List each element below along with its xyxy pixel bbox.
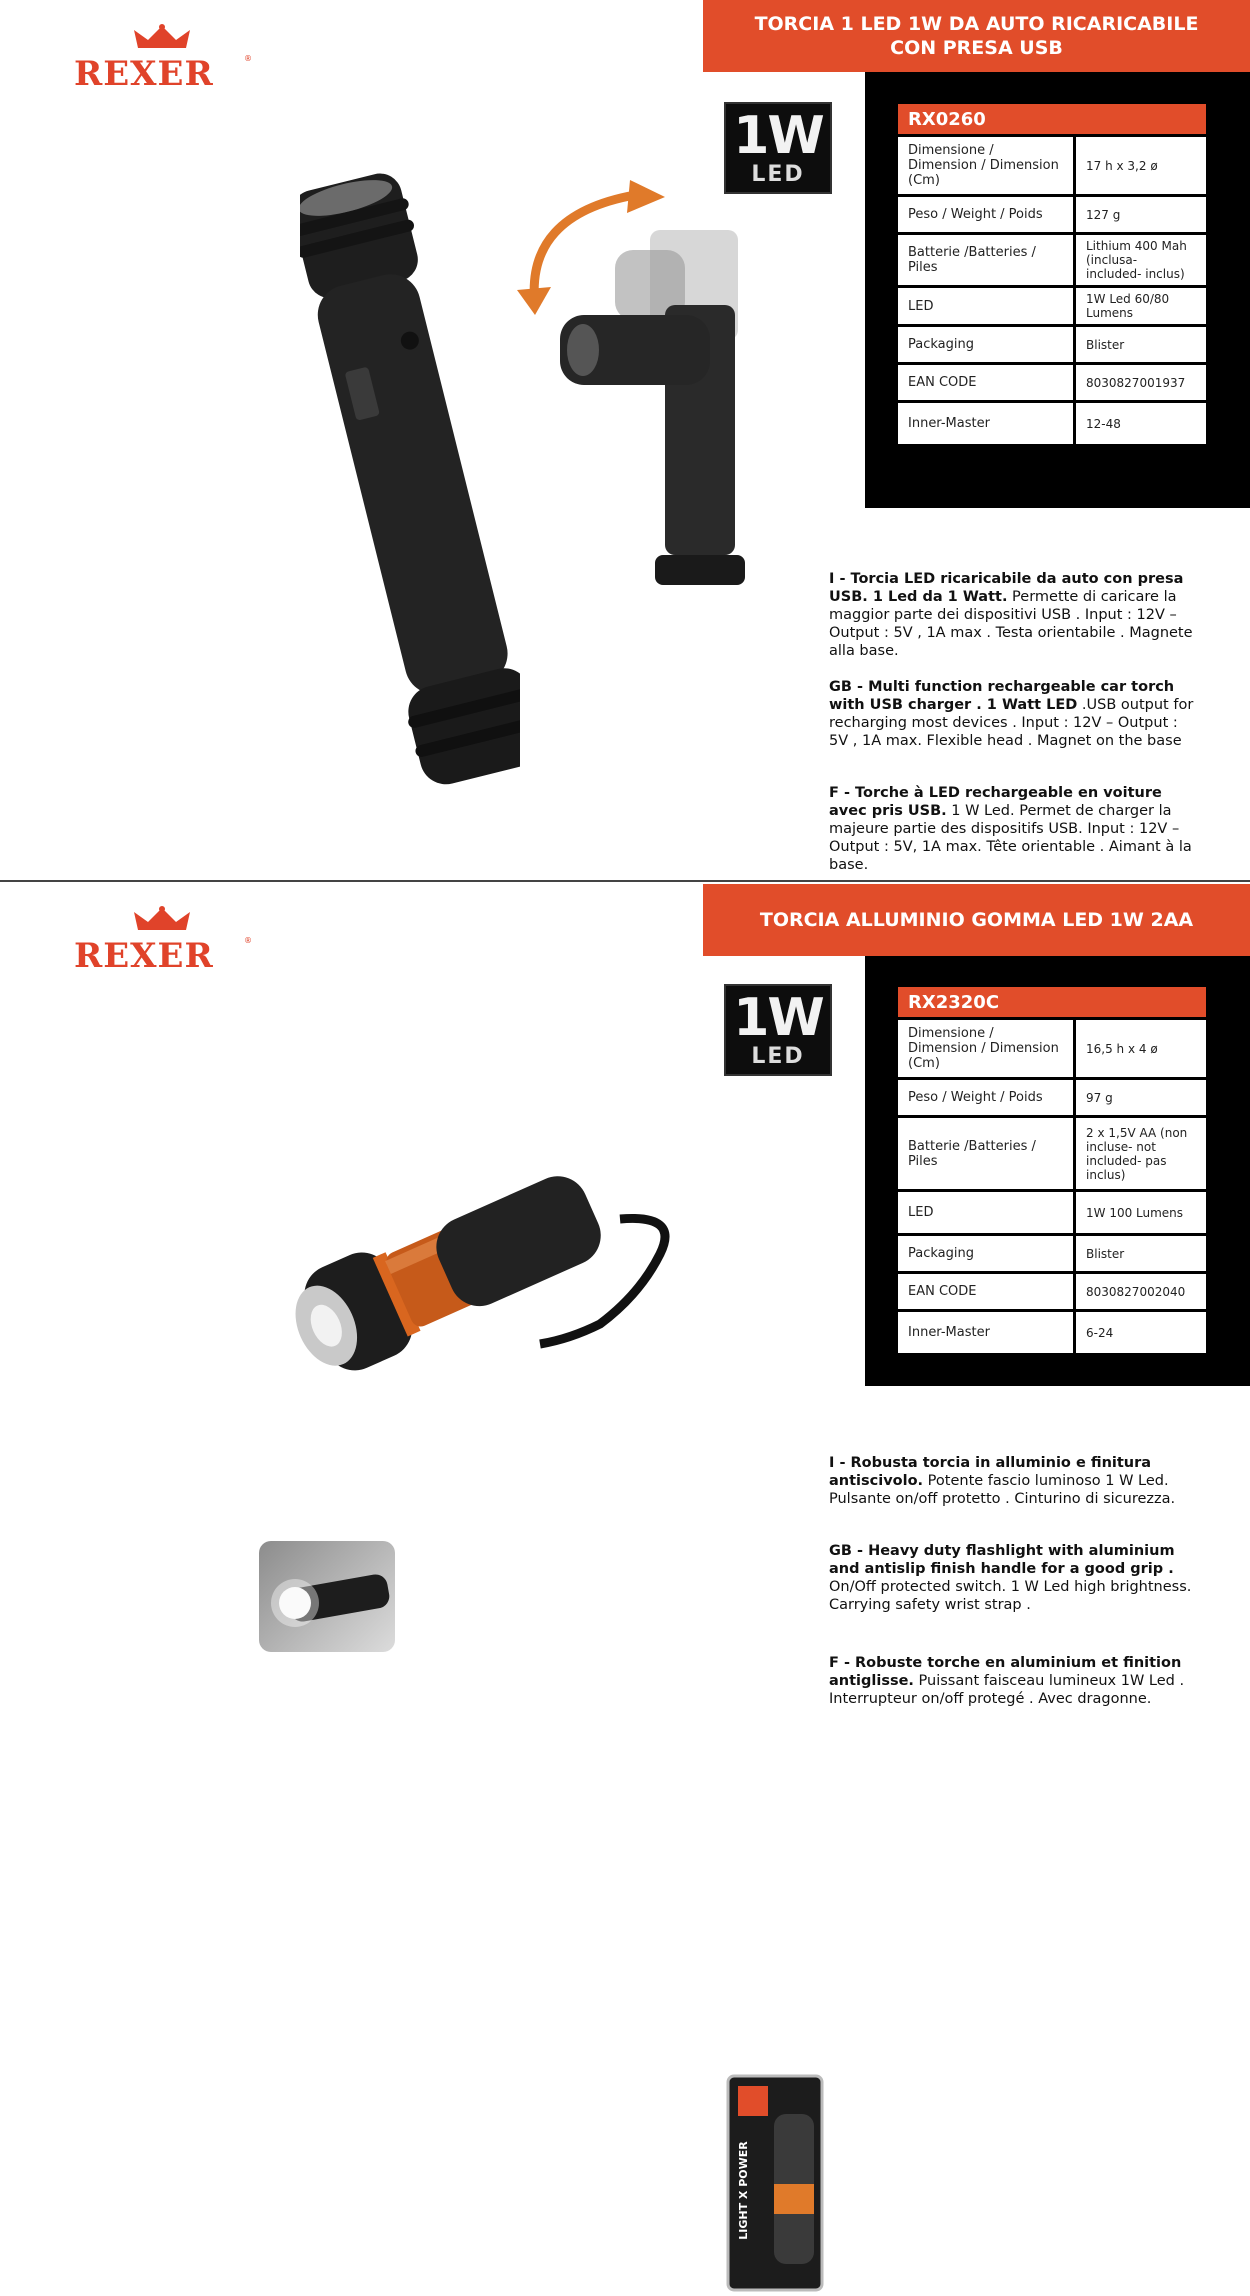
brand-name: REXER <box>74 54 214 94</box>
torch-in-hand-thumbnail <box>259 1541 395 1652</box>
description-english-heading: GB - Multi function rechargeable car torch with USB charger . 1 Watt LED <box>829 679 1175 713</box>
spec-row <box>897 364 1208 402</box>
description-italian <box>829 1454 1197 1508</box>
spec-value: 8030827001937 <box>1075 364 1208 402</box>
description-italian-heading: I - Robusta torcia in alluminio e finitura antiscivolo. <box>829 1455 1152 1489</box>
spec-label: Inner-Master <box>897 402 1075 446</box>
spec-label: Peso / Weight / Poids <box>897 196 1075 234</box>
spec-table <box>895 101 1209 447</box>
spec-row <box>897 1273 1208 1311</box>
blister-package-image <box>724 2074 826 2292</box>
led-badge <box>724 102 832 194</box>
spec-value: 16,5 h x 4 ø <box>1075 1019 1208 1079</box>
spec-label: LED <box>897 287 1075 326</box>
spec-value: 97 g <box>1075 1079 1208 1117</box>
description-french <box>829 1654 1197 1708</box>
spec-value: Blister <box>1075 326 1208 364</box>
description-french-heading: F - Torche à LED rechargeable en voiture avec pris USB. <box>829 785 1162 819</box>
product-section-rx2320c <box>0 884 1250 2240</box>
torch-photo-main <box>300 165 520 815</box>
description-italian-heading: I - Torcia LED ricaricabile da auto con presa USB. 1 Led da 1 Watt. <box>829 571 1184 605</box>
spec-value: 8030827002040 <box>1075 1273 1208 1311</box>
description-french-body: 1 W Led. Permet de charger la majeure partie des dispositifs USB. Input : 12V – Output : 5V, 1A max. Tête orientable . Aimant à la base. <box>829 803 1192 873</box>
product-title <box>703 884 1250 956</box>
led-badge-power: 1W <box>733 106 823 166</box>
blister-brand-text: LIGHT X POWER <box>736 2141 750 2240</box>
description-block <box>829 1454 1197 1708</box>
spec-row <box>897 326 1208 364</box>
brand-name: REXER <box>74 936 214 976</box>
product-code: RX0260 <box>897 103 1208 136</box>
spec-value: 1W Led 60/80 Lumens <box>1075 287 1208 326</box>
product-title-line1: TORCIA ALLUMINIO GOMMA LED 1W 2AA <box>759 909 1194 931</box>
description-english <box>829 678 1197 750</box>
registered-mark: ® <box>244 54 252 63</box>
spec-row <box>897 1311 1208 1355</box>
description-english <box>829 1542 1197 1614</box>
crown-icon <box>132 24 192 50</box>
product-title <box>703 0 1250 72</box>
rexer-logo <box>74 906 254 976</box>
led-badge <box>724 984 832 1076</box>
description-italian <box>829 570 1197 660</box>
spec-label: Dimensione / Dimension / Dimension (Cm) <box>897 1019 1075 1079</box>
spec-label: Batterie /Batteries / Piles <box>897 1117 1075 1191</box>
spec-value: Lithium 400 Mah (inclusa- included- inclus) <box>1075 234 1208 287</box>
led-badge-power: 1W <box>733 988 823 1048</box>
spec-label: EAN CODE <box>897 364 1075 402</box>
spec-row <box>897 1235 1208 1273</box>
led-badge-label: LED <box>751 162 805 187</box>
description-english-body: .USB output for recharging most devices . Input : 12V – Output : 5V , 1A max. Flexible head . Magnet on the base <box>829 697 1194 749</box>
spec-row <box>897 1079 1208 1117</box>
spec-label: Dimensione / Dimension / Dimension (Cm) <box>897 136 1075 196</box>
crown-icon <box>132 906 192 932</box>
spec-row <box>897 136 1208 196</box>
spec-label: Inner-Master <box>897 1311 1075 1355</box>
description-italian-body: Potente fascio luminoso 1 W Led. Pulsante on/off protetto . Cinturino di sicurezza. <box>829 1473 1176 1507</box>
product-title-line2: CON PRESA USB <box>890 37 1063 59</box>
led-badge-label: LED <box>751 1044 805 1069</box>
spec-value: 2 x 1,5V AA (non incluse- not included- pas inclus) <box>1075 1117 1208 1191</box>
spec-label: EAN CODE <box>897 1273 1075 1311</box>
spec-label: Batterie /Batteries / Piles <box>897 234 1075 287</box>
description-french <box>829 784 1197 874</box>
spec-value: 1W 100 Lumens <box>1075 1191 1208 1235</box>
description-english-heading: GB - Heavy duty flashlight with aluminium and antislip finish handle for a good grip . <box>829 1543 1175 1577</box>
spec-label: Packaging <box>897 326 1075 364</box>
product-title-line1: TORCIA 1 LED 1W DA AUTO RICARICABILE <box>754 13 1199 35</box>
spec-table <box>895 984 1209 1356</box>
spec-label: Packaging <box>897 1235 1075 1273</box>
spec-row <box>897 1019 1208 1079</box>
spec-row <box>897 1191 1208 1235</box>
product-section-rx0260 <box>0 0 1250 880</box>
product-code: RX2320C <box>897 986 1208 1019</box>
spec-label: Peso / Weight / Poids <box>897 1079 1075 1117</box>
torch-photo-main <box>240 1124 710 1384</box>
spec-row <box>897 402 1208 446</box>
spec-label: LED <box>897 1191 1075 1235</box>
spec-row <box>897 287 1208 326</box>
spec-value: 12-48 <box>1075 402 1208 446</box>
spec-row <box>897 196 1208 234</box>
description-french-body: Puissant faisceau lumineux 1W Led . Interrupteur on/off protegé . Avec dragonne. <box>829 1673 1185 1707</box>
description-block <box>829 570 1197 874</box>
registered-mark: ® <box>244 936 252 945</box>
description-english-body: On/Off protected switch. 1 W Led high brightness. Carrying safety wrist strap . <box>829 1579 1192 1613</box>
spec-row <box>897 234 1208 287</box>
spec-value: 6-24 <box>1075 1311 1208 1355</box>
spec-value: 127 g <box>1075 196 1208 234</box>
rexer-logo <box>74 24 254 94</box>
description-french-heading: F - Robuste torche en aluminium et finition antiglisse. <box>829 1655 1182 1689</box>
spec-value: Blister <box>1075 1235 1208 1273</box>
torch-photo-angled <box>555 225 755 605</box>
spec-row <box>897 1117 1208 1191</box>
description-italian-body: Permette di caricare la maggior parte dei dispositivi USB . Input : 12V – Output : 5V , 1A max . Testa orientabile . Magnete alla base. <box>829 589 1193 659</box>
spec-value: 17 h x 3,2 ø <box>1075 136 1208 196</box>
section-divider <box>0 880 1250 882</box>
